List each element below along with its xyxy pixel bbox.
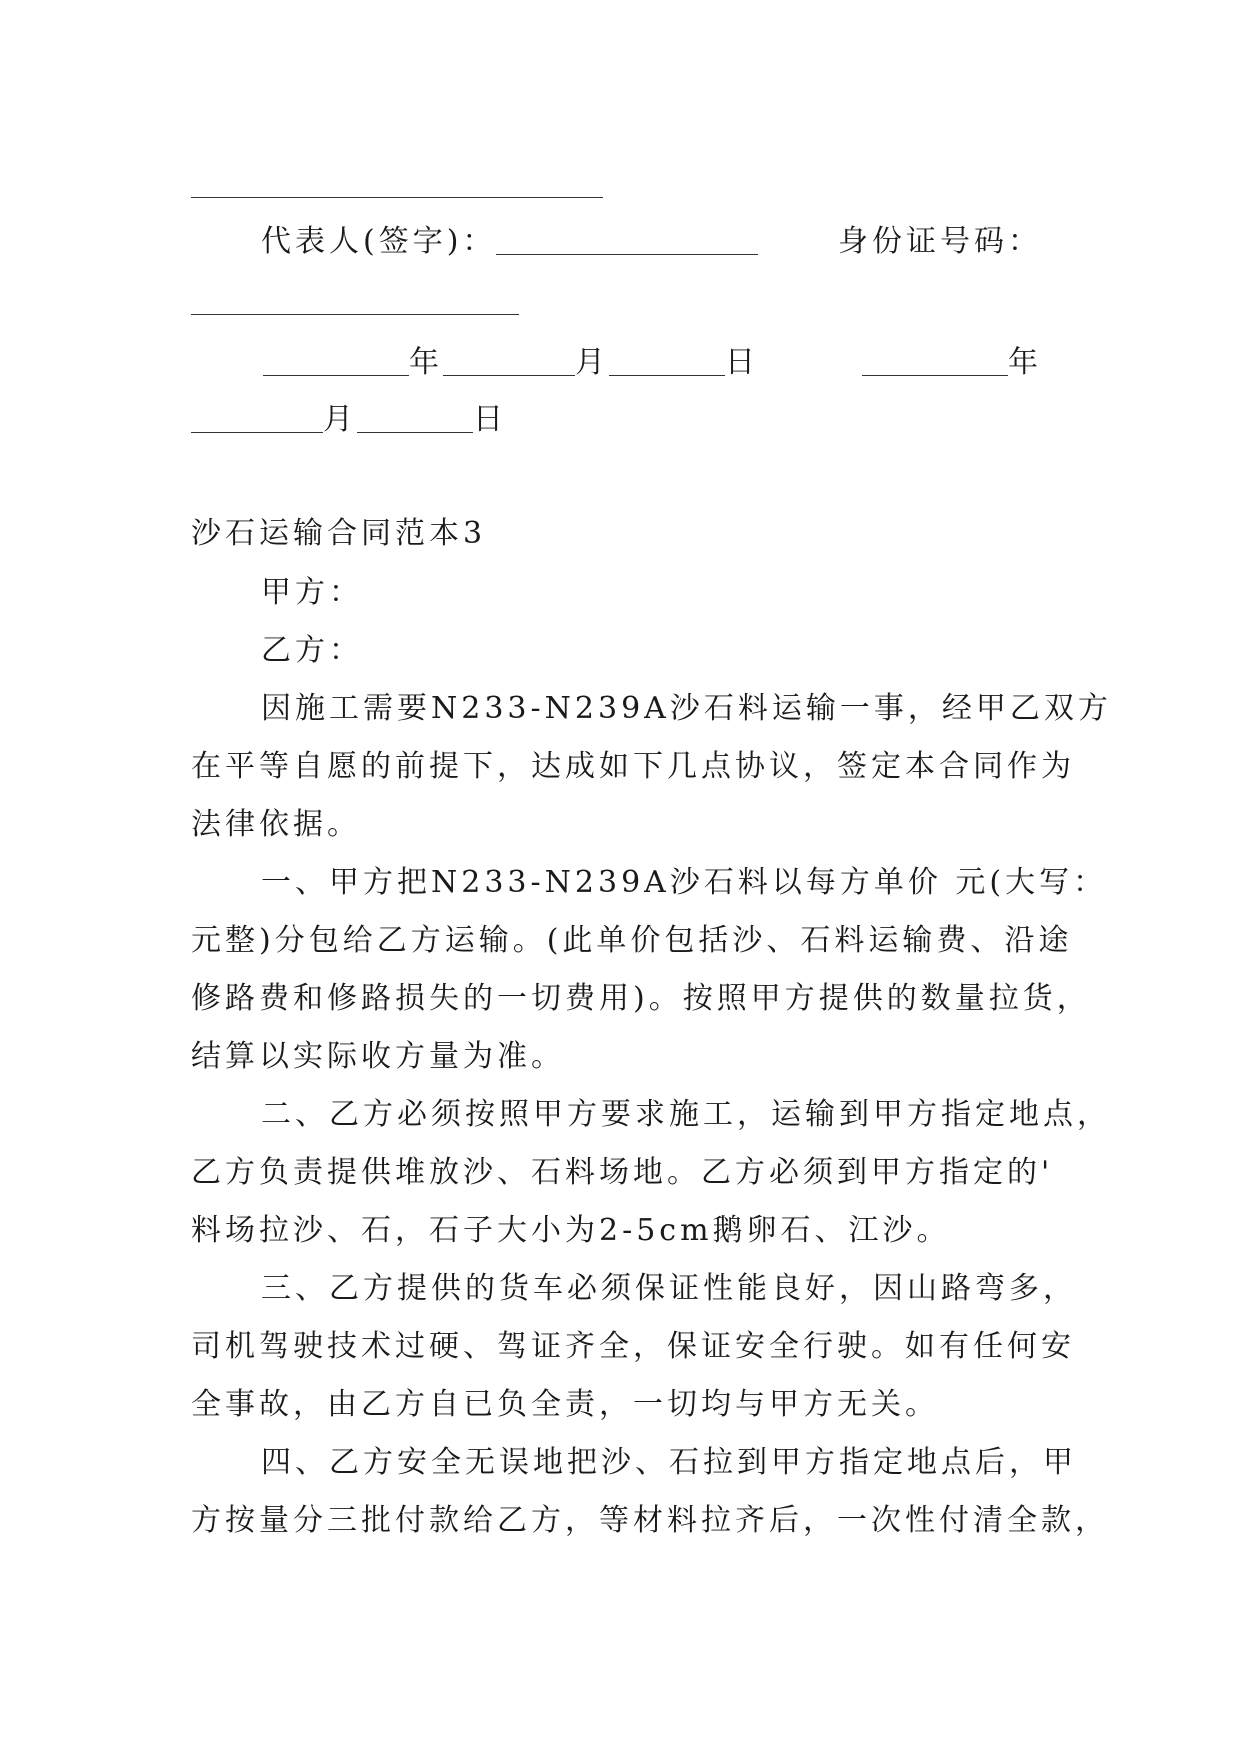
- id-number-blank: [191, 314, 519, 315]
- month-label-1: 月: [575, 345, 609, 380]
- paragraph-line: 修路费和修路损失的一切费用)。按照甲方提供的数量拉货，: [191, 981, 1091, 1016]
- paragraph-line: 全事故，由乙方自已负全责，一切均与甲方无关。: [191, 1387, 939, 1422]
- day-blank-1: [609, 347, 725, 376]
- paragraph-line: 四、乙方安全无误地把沙、石拉到甲方指定地点后，甲: [261, 1445, 1077, 1480]
- paragraph-line: 三、乙方提供的货车必须保证性能良好，因山路弯多，: [261, 1271, 1077, 1306]
- representative-label: 代表人(签字)：: [261, 224, 497, 259]
- paragraph-line: 司机驾驶技术过硬、驾证齐全，保证安全行驶。如有任何安: [191, 1329, 1075, 1364]
- year-blank-2: [862, 347, 1008, 376]
- month-blank-1: [443, 347, 575, 376]
- top-blank-line: [191, 197, 603, 198]
- month-blank-2: [191, 404, 323, 433]
- paragraph-line: 法律依据。: [191, 807, 361, 842]
- month-label-2: 月: [323, 402, 357, 437]
- day-label-2: 日: [473, 402, 507, 437]
- year-label-1: 年: [409, 345, 443, 380]
- day-blank-2: [357, 404, 473, 433]
- paragraph-line: 因施工需要N233-N239A沙石料运输一事，经甲乙双方: [261, 691, 1112, 726]
- paragraph-line: 方按量分三批付款给乙方，等材料拉齐后，一次性付清全款，: [191, 1503, 1109, 1538]
- id-number-label-row: [838, 222, 1058, 262]
- paragraph-line: 料场拉沙、石，石子大小为2-5cm鹅卵石、江沙。: [191, 1213, 951, 1248]
- party-b-label: 乙方：: [261, 633, 363, 668]
- day-label-1: 日: [725, 345, 759, 380]
- paragraph-line: 元整)分包给乙方运输。(此单价包括沙、石料运输费、沿途: [191, 923, 1073, 958]
- year-blank-1: [263, 347, 409, 376]
- date-row-2-year: [862, 343, 1062, 383]
- representative-signature-blank: [496, 226, 758, 255]
- id-number-label: 身份证号码：: [838, 224, 1042, 259]
- date-row-2: [191, 400, 1061, 440]
- paragraph-line: 一、甲方把N233-N239A沙石料以每方单价 元(大写：: [261, 865, 1108, 900]
- paragraph-line: 乙方负责提供堆放沙、石料场地。乙方必须到甲方指定的': [191, 1155, 1054, 1190]
- party-a-label: 甲方：: [261, 575, 363, 610]
- section-title: 沙石运输合同范本3: [191, 516, 487, 551]
- paragraph-line: 结算以实际收方量为准。: [191, 1039, 565, 1074]
- year-label-2: 年: [1008, 345, 1042, 380]
- paragraph-line: 在平等自愿的前提下，达成如下几点协议，签定本合同作为: [191, 749, 1075, 784]
- paragraph-line: 二、乙方必须按照甲方要求施工，运输到甲方指定地点，: [261, 1097, 1111, 1132]
